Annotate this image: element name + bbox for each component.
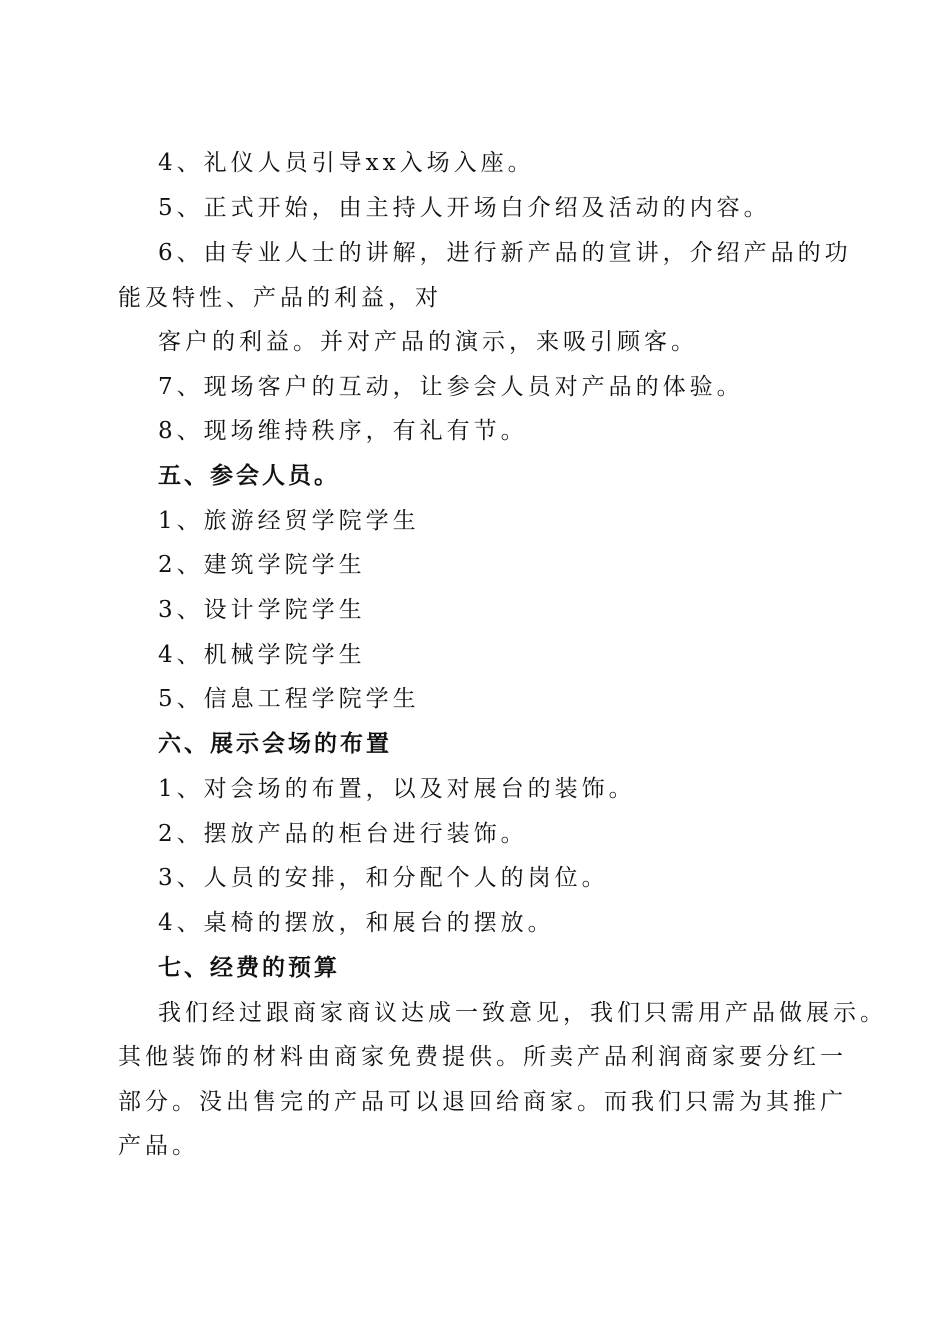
step-6-continuation-line-2: 客户的利益。并对产品的演示，来吸引顾客。 xyxy=(158,329,698,355)
step-6-continuation-line: 能及特性、产品的利益，对 xyxy=(118,285,442,311)
budget-paragraph-line: 我们经过跟商家商议达成一致意见，我们只需用产品做展示。 xyxy=(158,1000,887,1026)
attendee-item: 1、旅游经贸学院学生 xyxy=(158,508,420,534)
attendee-item: 3、设计学院学生 xyxy=(158,597,366,623)
budget-paragraph-line: 部分。没出售完的产品可以退回给商家。而我们只需为其推广 xyxy=(118,1089,847,1115)
section-7-heading: 七、经费的预算 xyxy=(158,955,340,981)
step-4-line: 4、礼仪人员引导xx入场入座。 xyxy=(158,150,535,176)
attendee-item: 4、机械学院学生 xyxy=(158,642,366,668)
attendee-item: 2、建筑学院学生 xyxy=(158,552,366,578)
layout-item: 3、人员的安排，和分配个人的岗位。 xyxy=(158,865,609,891)
layout-item: 4、桌椅的摆放，和展台的摆放。 xyxy=(158,910,555,936)
section-6-heading: 六、展示会场的布置 xyxy=(158,731,392,757)
attendee-item: 5、信息工程学院学生 xyxy=(158,686,420,712)
section-5-heading: 五、参会人员。 xyxy=(158,463,340,489)
step-6-line: 6、由专业人士的讲解，进行新产品的宣讲，介绍产品的功 xyxy=(158,240,852,266)
step-8-line: 8、现场维持秩序，有礼有节。 xyxy=(158,418,528,444)
layout-item: 1、对会场的布置，以及对展台的装饰。 xyxy=(158,776,636,802)
layout-item: 2、摆放产品的柜台进行装饰。 xyxy=(158,821,528,847)
budget-paragraph-line: 产品。 xyxy=(118,1133,199,1159)
step-5-line: 5、正式开始，由主持人开场白介绍及活动的内容。 xyxy=(158,195,771,221)
budget-paragraph-line: 其他装饰的材料由商家免费提供。所卖产品利润商家要分红一 xyxy=(118,1044,847,1070)
step-7-line: 7、现场客户的互动，让参会人员对产品的体验。 xyxy=(158,374,744,400)
